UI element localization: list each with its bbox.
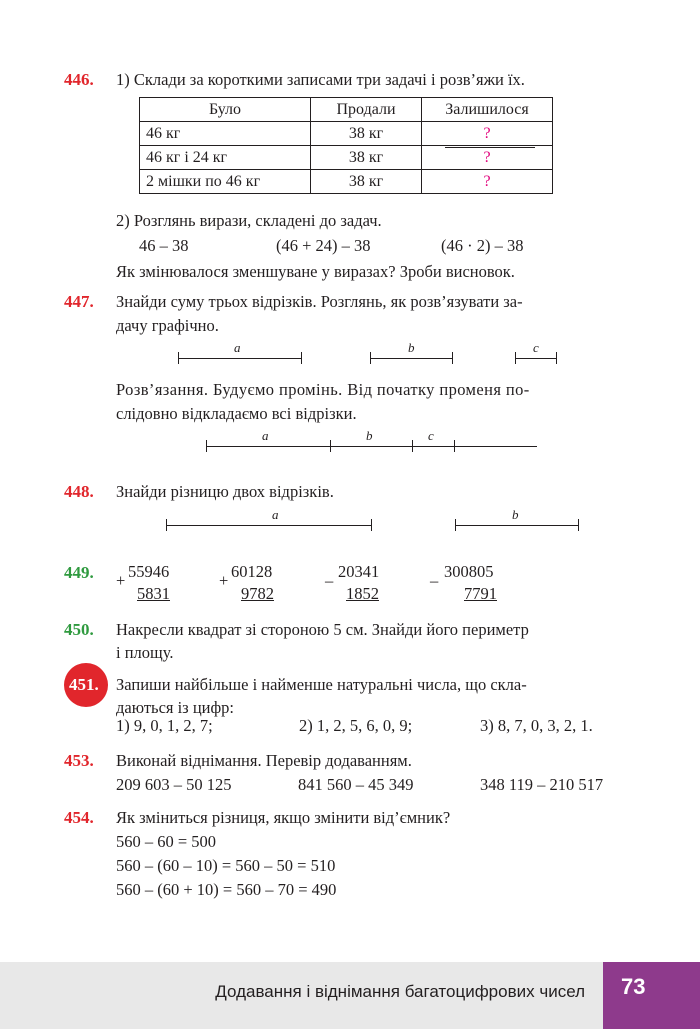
table-row bbox=[140, 146, 553, 170]
task-446-table bbox=[139, 97, 553, 194]
table-cell: 38 кг bbox=[311, 122, 422, 146]
task-451-number: 451. bbox=[69, 675, 99, 694]
operation-sign: – bbox=[430, 571, 439, 590]
ray-tick bbox=[206, 440, 207, 452]
table-header-cell: Продали bbox=[311, 98, 422, 122]
equation-line: 560 – (60 – 10) = 560 – 50 = 510 bbox=[116, 856, 336, 875]
page-number-box bbox=[603, 962, 700, 1029]
table-cell: 46 кг і 24 кг bbox=[140, 146, 311, 170]
segment-tick bbox=[178, 352, 179, 364]
task-451-option: 2) 1, 2, 5, 6, 0, 9; bbox=[299, 716, 413, 735]
task-447-solution: Розв’язання. Будуємо промінь. Від початку променя по- bbox=[116, 380, 530, 399]
ray-label-b: b bbox=[366, 428, 373, 443]
expression: (46 + 24) – 38 bbox=[276, 236, 371, 255]
operand-bottom: 9782 bbox=[241, 584, 274, 603]
segment-b-label: b bbox=[408, 340, 415, 355]
operand-bottom: 5831 bbox=[137, 584, 170, 603]
task-446-question: Як змінювалося зменшуване у виразах? Зроби висновок. bbox=[116, 262, 515, 281]
table-cell: 38 кг bbox=[311, 170, 422, 194]
equation-line: 560 – (60 + 10) = 560 – 70 = 490 bbox=[116, 880, 337, 899]
task-447-solution: слідовно відкладаємо всі відрізки. bbox=[116, 404, 357, 423]
answer-underline bbox=[445, 147, 535, 148]
operand-top: 300805 bbox=[444, 562, 494, 581]
operation-sign: + bbox=[116, 571, 126, 590]
segment-tick bbox=[166, 519, 167, 531]
ray-tick bbox=[454, 440, 455, 452]
task-446-number: 446. bbox=[64, 70, 94, 89]
expression: 46 – 38 bbox=[139, 236, 189, 255]
segment-a-label: a bbox=[272, 507, 279, 522]
ray-tick bbox=[330, 440, 331, 452]
segment-tick bbox=[455, 519, 456, 531]
operand-bottom: 1852 bbox=[346, 584, 379, 603]
segment-b-label: b bbox=[512, 507, 519, 522]
task-454-question: Як зміниться різниця, якщо змінити від’ємник? bbox=[116, 808, 451, 827]
segment-tick bbox=[578, 519, 579, 531]
segment-b bbox=[455, 525, 579, 526]
table-cell: 46 кг bbox=[140, 122, 311, 146]
task-446-part1: 1) Склади за короткими записами три задачі і розв’яжи їх. bbox=[116, 70, 525, 89]
task-447-text: Знайди суму трьох відрізків. Розглянь, як розв’язувати за- bbox=[116, 292, 523, 311]
segment-tick bbox=[301, 352, 302, 364]
expression: 209 603 – 50 125 bbox=[116, 775, 232, 794]
equation-line: 560 – 60 = 500 bbox=[116, 832, 217, 851]
table-row bbox=[140, 170, 553, 194]
footer-title: Додавання і віднімання багатоцифрових чисел bbox=[215, 982, 585, 1001]
task-449-number: 449. bbox=[64, 563, 94, 582]
table-cell: ? bbox=[422, 146, 553, 170]
table-row bbox=[140, 122, 553, 146]
task-451-option: 3) 8, 7, 0, 3, 2, 1. bbox=[480, 716, 593, 735]
segment-a bbox=[178, 358, 302, 359]
expression: 841 560 – 45 349 bbox=[298, 775, 414, 794]
task-448-text: Знайди різницю двох відрізків. bbox=[116, 482, 334, 501]
operand-top: 55946 bbox=[128, 562, 170, 581]
operand-top: 60128 bbox=[231, 562, 273, 581]
expression: 348 119 – 210 517 bbox=[480, 775, 604, 794]
segment-b bbox=[370, 358, 453, 359]
segment-a-label: a bbox=[234, 340, 241, 355]
operand-top: 20341 bbox=[338, 562, 380, 581]
task-447-text: дачу графічно. bbox=[116, 316, 219, 335]
task-448-number: 448. bbox=[64, 482, 94, 501]
segment-tick bbox=[556, 352, 557, 364]
table-cell: ? bbox=[422, 122, 553, 146]
page-number: 73 bbox=[621, 974, 646, 999]
operation-sign: – bbox=[325, 571, 334, 590]
task-454-number: 454. bbox=[64, 808, 94, 827]
segment-tick bbox=[452, 352, 453, 364]
table-cell: 38 кг bbox=[311, 146, 422, 170]
ray bbox=[206, 446, 537, 447]
task-450-number: 450. bbox=[64, 620, 94, 639]
ray-label-a: a bbox=[262, 428, 269, 443]
operation-sign: + bbox=[219, 571, 229, 590]
segment-c-label: c bbox=[533, 340, 539, 355]
table-header-cell: Було bbox=[140, 98, 311, 122]
segment-c bbox=[515, 358, 557, 359]
ray-label-c: c bbox=[428, 428, 434, 443]
ray-tick bbox=[412, 440, 413, 452]
task-450-text: Накресли квадрат зі стороною 5 см. Знайди його периметр bbox=[116, 620, 529, 639]
task-451-text: даються із цифр: bbox=[116, 698, 235, 717]
segment-a bbox=[166, 525, 372, 526]
expression: (46 · 2) – 38 bbox=[441, 236, 524, 255]
task-447-number: 447. bbox=[64, 292, 94, 311]
segment-tick bbox=[515, 352, 516, 364]
footer-bar bbox=[0, 962, 603, 1029]
task-453-text: Виконай віднімання. Перевір додаванням. bbox=[116, 751, 412, 770]
segment-tick bbox=[371, 519, 372, 531]
task-446-part2: 2) Розглянь вирази, складені до задач. bbox=[116, 211, 382, 230]
task-450-text: і площу. bbox=[116, 643, 174, 662]
task-451-option: 1) 9, 0, 1, 2, 7; bbox=[116, 716, 213, 735]
task-451-text: Запиши найбільше і найменше натуральні числа, що скла- bbox=[116, 675, 527, 694]
segment-tick bbox=[370, 352, 371, 364]
operand-bottom: 7791 bbox=[464, 584, 497, 603]
task-453-number: 453. bbox=[64, 751, 94, 770]
table-header-cell: Залишилося bbox=[422, 98, 553, 122]
table-cell: ? bbox=[422, 170, 553, 194]
table-header-row bbox=[140, 98, 553, 122]
table-cell: 2 мішки по 46 кг bbox=[140, 170, 311, 194]
